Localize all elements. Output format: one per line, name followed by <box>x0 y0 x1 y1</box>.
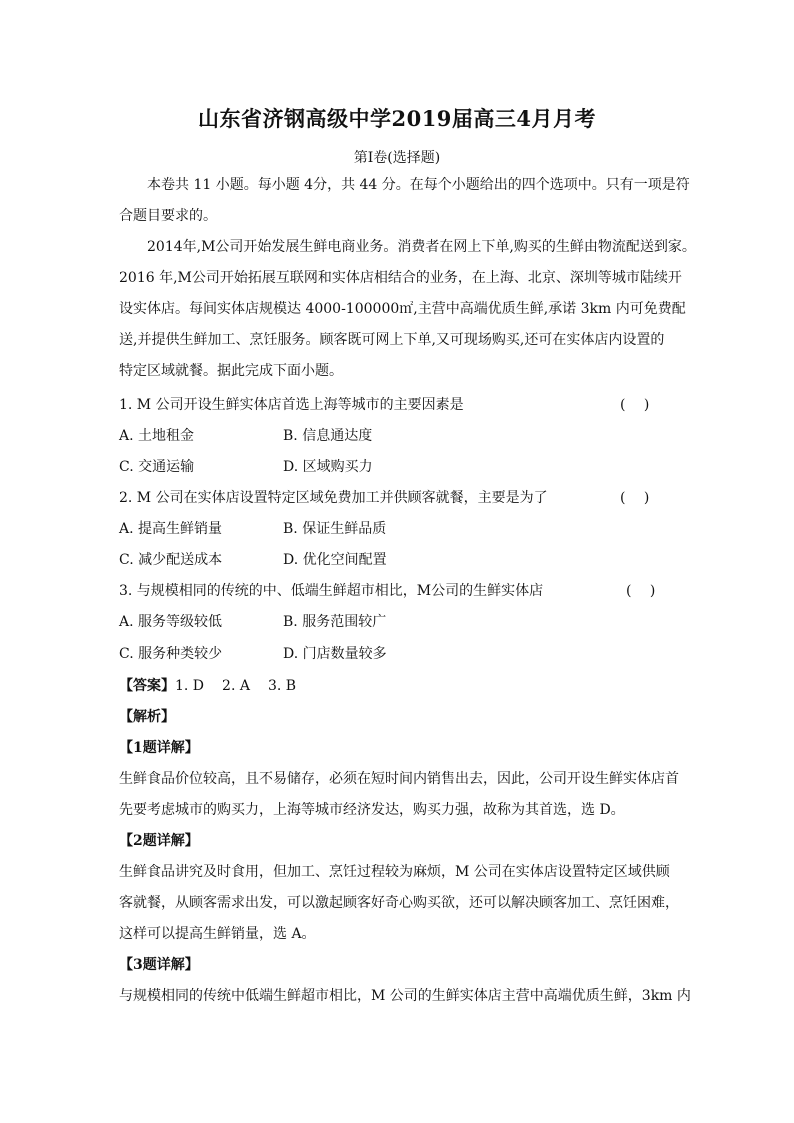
answer-item: 2. A <box>222 678 250 694</box>
passage-line: 特定区域就餐。据此完成下面小题。 <box>119 363 343 379</box>
answer-bracket: ( ) <box>626 583 656 599</box>
detail-heading: 【1题详解】 <box>119 740 199 756</box>
option-c: C. 服务种类较少 <box>119 646 223 662</box>
answer-bracket: ( ) <box>620 490 650 506</box>
option-d: D. 门店数量较多 <box>283 646 387 662</box>
detail-line: 生鲜食品价位较高，且不易储存，必须在短时间内销售出去，因此，公司开设生鲜实体店首 <box>119 771 679 787</box>
option-b: B. 服务范围较广 <box>283 614 387 630</box>
passage-line: 2014年,M公司开始发展生鲜电商业务。消费者在网上下单,购买的生鲜由物流配送到家。 <box>147 239 696 255</box>
answer-item: 1. D <box>175 678 205 694</box>
detail-line: 与规模相同的传统中低端生鲜超市相比，M 公司的生鲜实体店主营中高端优质生鲜，3km 内 <box>119 988 691 1004</box>
passage-line: 送,并提供生鲜加工、烹饪服务。顾客既可网上下单,又可现场购买,还可在实体店内设置的 <box>119 332 665 348</box>
option-a: A. 提高生鲜销量 <box>119 521 223 537</box>
question-stem: 1. M 公司开设生鲜实体店首选上海等城市的主要因素是 <box>119 397 464 413</box>
detail-heading: 【2题详解】 <box>119 833 199 849</box>
detail-line: 生鲜食品讲究及时食用，但加工、烹饪过程较为麻烦，M 公司在实体店设置特定区域供顾 <box>119 864 670 880</box>
option-d: D. 优化空间配置 <box>283 552 387 568</box>
intro-line: 合题目要求的。 <box>119 208 217 224</box>
answer-item: 3. B <box>267 678 297 694</box>
answer-label: 【答案】 <box>119 678 175 694</box>
detail-heading: 【3题详解】 <box>119 957 199 973</box>
option-b: B. 保证生鲜品质 <box>283 521 387 537</box>
detail-line: 客就餐，从顾客需求出发，可以激起顾客好奇心购买欲，还可以解决顾客加工、烹饪困难， <box>119 895 679 911</box>
answer-bracket: ( ) <box>620 397 650 413</box>
intro-line: 本卷共 11 小题。每小题 4分，共 44 分。在每个小题给出的四个选项中。只有一项是符 <box>147 177 690 193</box>
page-title: 山东省济钢高级中学2019届高三4月月考 <box>197 106 597 131</box>
passage-line: 2016 年,M公司开始拓展互联网和实体店相结合的业务，在上海、北京、深圳等城市陆续开 <box>119 270 682 286</box>
section-subtitle: 第Ⅰ卷(选择题) <box>353 150 441 166</box>
answer-line <box>119 676 679 696</box>
passage-line: 设实体店。每间实体店规模达 4000-100000㎡,主营中高端优质生鲜,承诺 3km 内可免费配 <box>119 301 686 317</box>
option-c: C. 交通运输 <box>119 459 195 475</box>
option-b: B. 信息通达度 <box>283 428 373 444</box>
option-a: A. 服务等级较低 <box>119 614 223 630</box>
option-d: D. 区域购买力 <box>283 459 373 475</box>
option-a: A. 土地租金 <box>119 428 195 444</box>
question-stem: 3. 与规模相同的传统的中、低端生鲜超市相比，M公司的生鲜实体店 <box>119 583 544 599</box>
question-stem: 2. M 公司在实体店设置特定区域免费加工并供顾客就餐，主要是为了 <box>119 490 548 506</box>
option-c: C. 减少配送成本 <box>119 552 223 568</box>
detail-line: 这样可以提高生鲜销量，选 A。 <box>119 926 316 942</box>
analysis-label: 【解析】 <box>119 709 175 725</box>
detail-line: 先要考虑城市的购买力，上海等城市经济发达，购买力强，故称为其首选，选 D。 <box>119 802 625 818</box>
